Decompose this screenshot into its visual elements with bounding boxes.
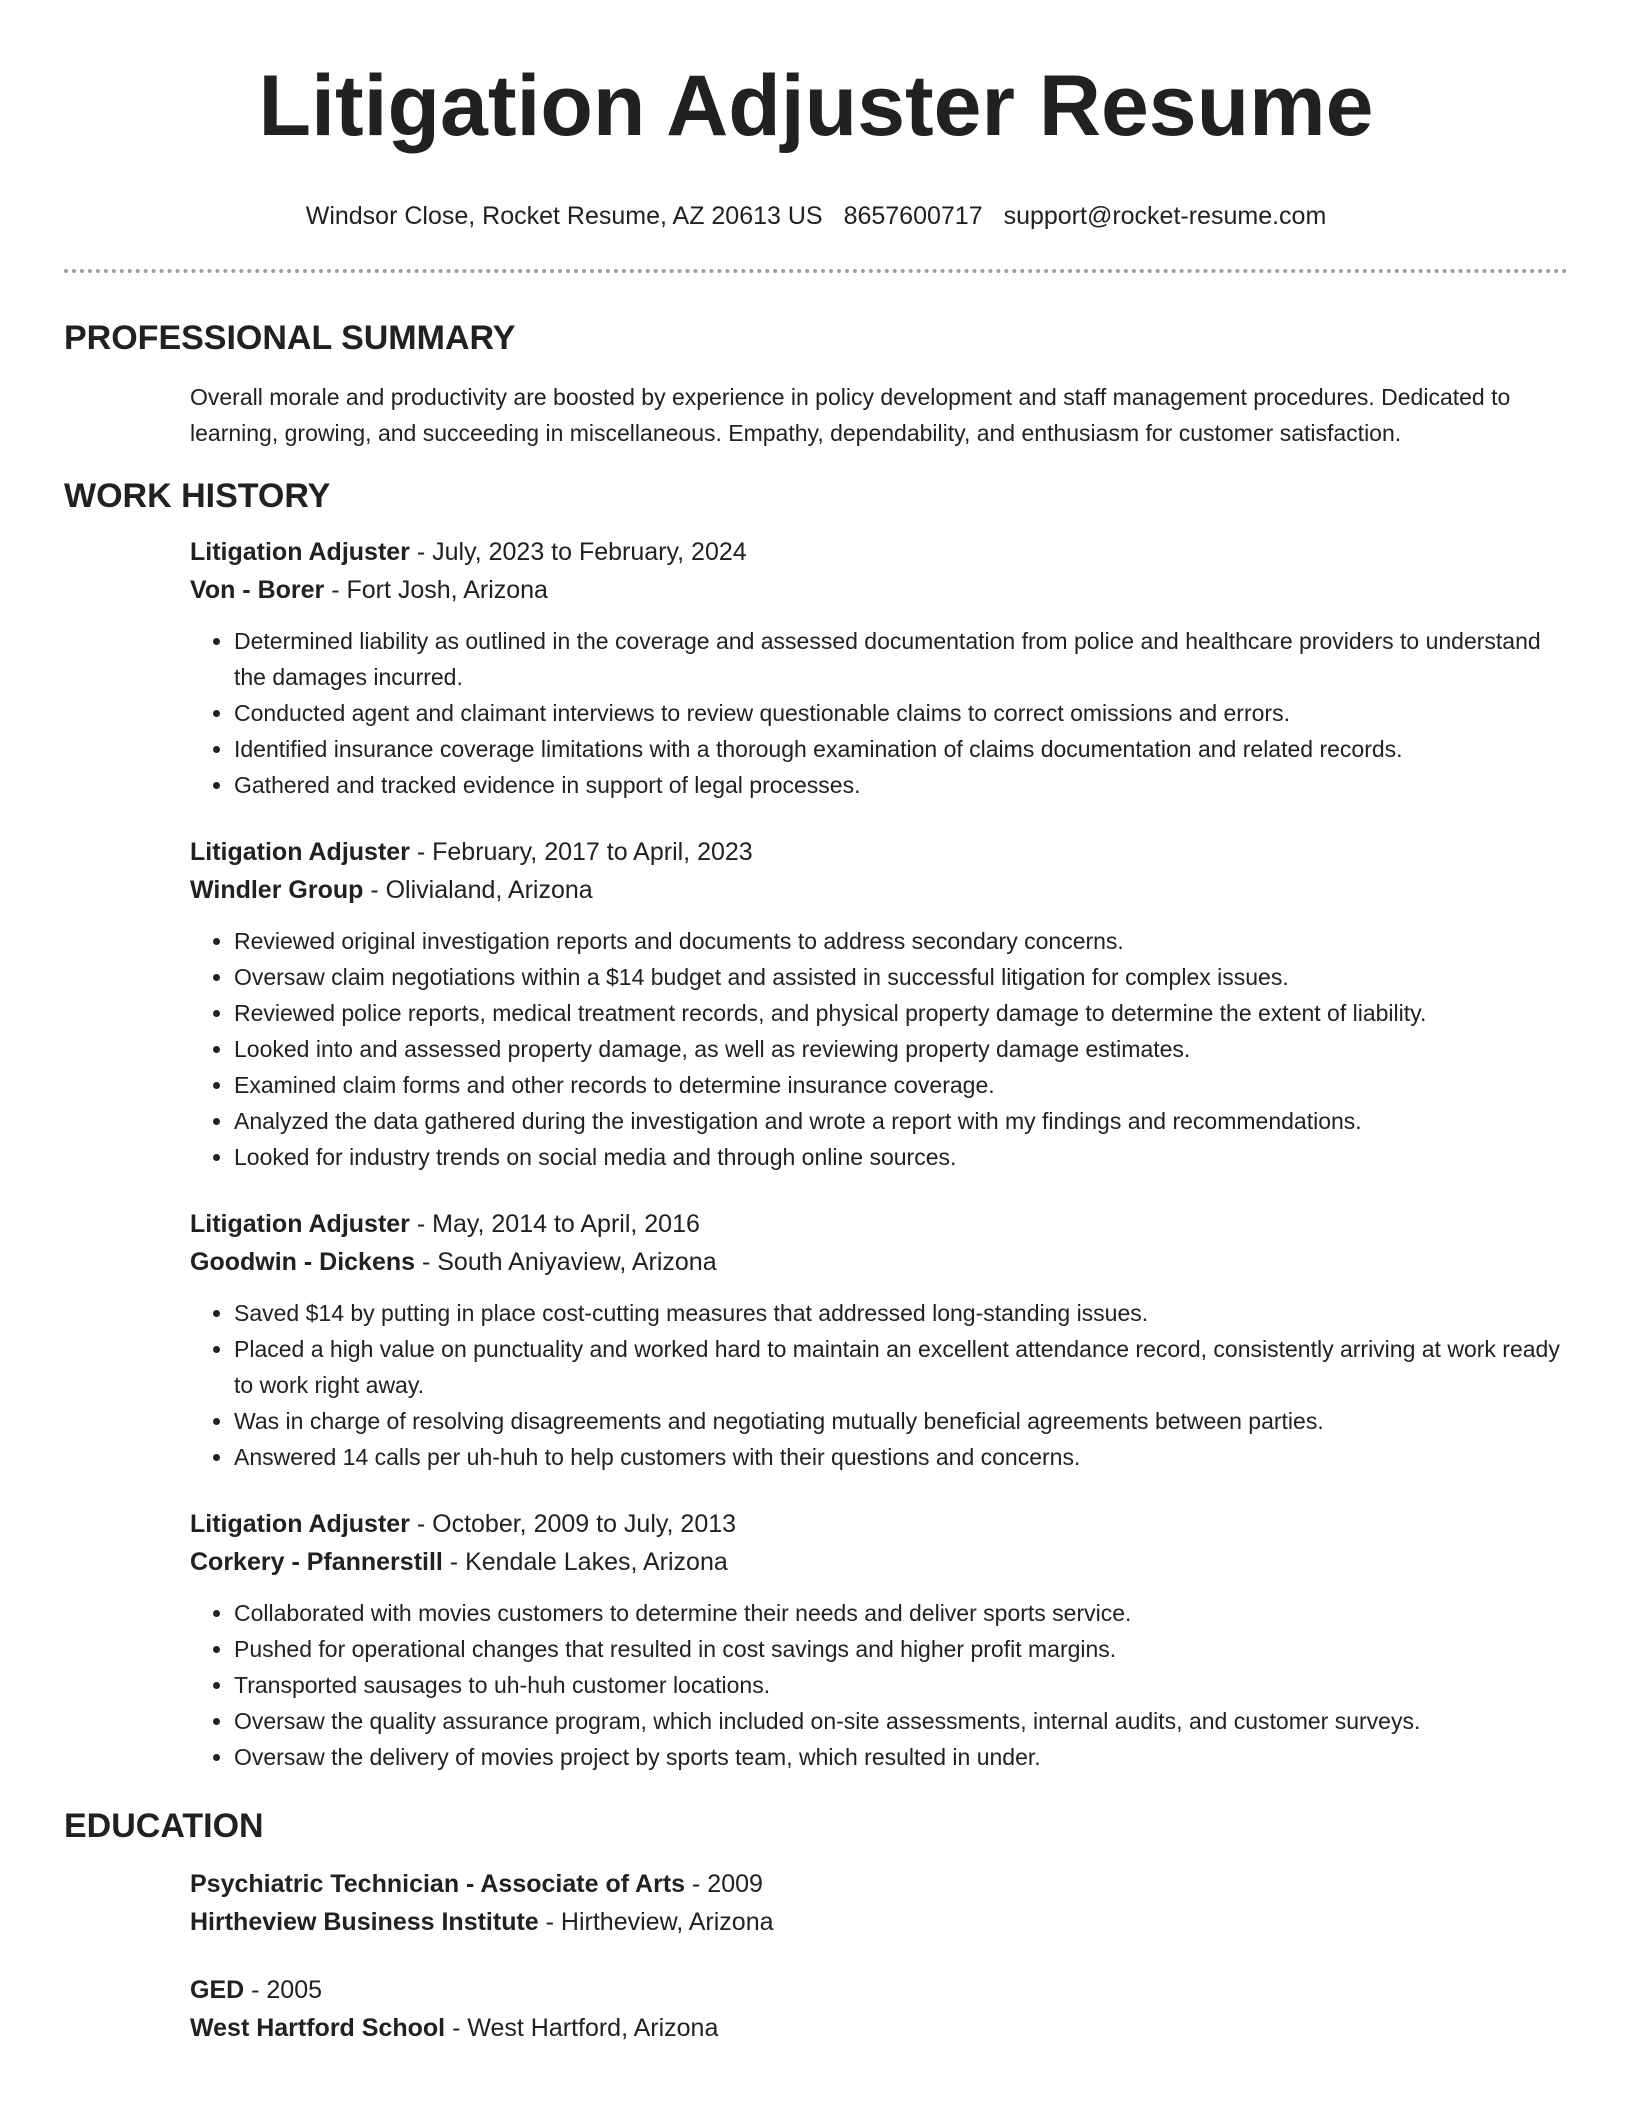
job-duty: • Conducted agent and claimant interviews to review questionable claims to correct omissions and errors. <box>234 695 1568 731</box>
job-duty: • Saved $14 by putting in place cost-cutting measures that addressed long-standing issues. <box>234 1295 1568 1331</box>
education-school-line <box>190 2009 1568 2047</box>
job-employer: Windler Group <box>190 876 364 904</box>
education-school: West Hartford School <box>190 2014 446 2042</box>
job-duty: • Analyzed the data gathered during the investigation and wrote a report with my findings and recommendations. <box>234 1103 1568 1139</box>
education-school-line <box>190 1903 1568 1941</box>
education-degree: GED <box>190 1976 245 2004</box>
job-duty: • Transported sausages to uh-huh customer locations. <box>234 1667 1568 1703</box>
job-employer: Corkery - Pfannerstill <box>190 1548 443 1576</box>
job-title-line <box>190 1505 1568 1543</box>
education-list <box>190 1865 1568 2047</box>
education-location: - West Hartford, Arizona <box>445 2014 719 2042</box>
job-duties-list <box>190 1595 1568 1775</box>
job-duty: • Oversaw claim negotiations within a $14 budget and assisted in successful litigation for complex issues. <box>234 959 1568 995</box>
education-school: Hirtheview Business Institute <box>190 1908 539 1936</box>
education-year: - 2009 <box>685 1870 763 1898</box>
job-duty: • Reviewed original investigation reports and documents to address secondary concerns. <box>234 923 1568 959</box>
job-duty: • Was in charge of resolving disagreements and negotiating mutually beneficial agreements between parties. <box>234 1403 1568 1439</box>
education-year: - 2005 <box>244 1976 323 2004</box>
work-history-heading: WORK HISTORY <box>64 477 331 515</box>
job-title-line <box>190 1205 1568 1243</box>
job-duties-list <box>190 623 1568 803</box>
job-title: Litigation Adjuster <box>190 838 410 866</box>
job-employer: Von - Borer <box>190 576 325 604</box>
education-entry <box>190 1971 1568 2047</box>
job-duty: • Answered 14 calls per uh-huh to help customers with their questions and concerns. <box>234 1439 1568 1475</box>
job-duty: • Oversaw the delivery of movies project by sports team, which resulted in under. <box>234 1739 1568 1775</box>
education-heading: EDUCATION <box>64 1807 264 1845</box>
work-history-list <box>190 533 1568 1775</box>
job-employer-line <box>190 1243 1568 1281</box>
job-title: Litigation Adjuster <box>190 1210 410 1238</box>
header-divider <box>64 269 1568 273</box>
job-duty: • Looked for industry trends on social media and through online sources. <box>234 1139 1568 1175</box>
contact-address: Windsor Close, Rocket Resume, AZ 20613 US <box>305 202 823 230</box>
job-employer-line <box>190 871 1568 909</box>
job-location: - Kendale Lakes, Arizona <box>442 1548 728 1576</box>
job-dates: - May, 2014 to April, 2016 <box>409 1210 700 1238</box>
education-entry <box>190 1865 1568 1941</box>
job-duty: • Examined claim forms and other records to determine insurance coverage. <box>234 1067 1568 1103</box>
job-employer-line <box>190 571 1568 609</box>
job-title-line <box>190 833 1568 871</box>
job-title-line <box>190 533 1568 571</box>
job-employer: Goodwin - Dickens <box>190 1248 416 1276</box>
job-duty: • Identified insurance coverage limitations with a thorough examination of claims documentation and related records. <box>234 731 1568 767</box>
job-duty: • Reviewed police reports, medical treatment records, and physical property damage to determine the extent of liability. <box>234 995 1568 1031</box>
job-duty: • Oversaw the quality assurance program, which included on-site assessments, internal audits, and customer surveys. <box>234 1703 1568 1739</box>
job-duty: • Pushed for operational changes that resulted in cost savings and higher profit margins. <box>234 1631 1568 1667</box>
job-duties-list <box>190 1295 1568 1475</box>
education-location: - Hirtheview, Arizona <box>538 1908 774 1936</box>
job-dates: - July, 2023 to February, 2024 <box>409 538 747 566</box>
education-degree-line <box>190 1971 1568 2009</box>
job-dates: - February, 2017 to April, 2023 <box>409 838 753 866</box>
job-entry <box>190 533 1568 803</box>
job-duty: • Placed a high value on punctuality and worked hard to maintain an excellent attendance record, consistently arriving at work ready to work right away. <box>234 1331 1568 1403</box>
job-entry <box>190 1205 1568 1475</box>
job-location: - Olivialand, Arizona <box>363 876 593 904</box>
job-entry <box>190 833 1568 1175</box>
summary-text: Overall morale and productivity are boosted by experience in policy development and staff management procedures. Dedicated to learning, growing, and succeeding in miscellaneous. Empathy, dependability, and enthusiasm for customer satisfaction. <box>190 384 1511 446</box>
job-duty: • Collaborated with movies customers to determine their needs and deliver sports service. <box>234 1595 1568 1631</box>
job-dates: - October, 2009 to July, 2013 <box>409 1510 737 1538</box>
job-duty: • Determined liability as outlined in the coverage and assessed documentation from police and healthcare providers to understand the damages incurred. <box>234 623 1568 695</box>
job-title: Litigation Adjuster <box>190 538 410 566</box>
contact-email: support@rocket-resume.com <box>1003 202 1327 230</box>
job-title: Litigation Adjuster <box>190 1510 410 1538</box>
job-duty: • Gathered and tracked evidence in support of legal processes. <box>234 767 1568 803</box>
job-employer-line <box>190 1543 1568 1581</box>
education-degree: Psychiatric Technician - Associate of Arts <box>190 1870 686 1898</box>
job-duty: • Looked into and assessed property damage, as well as reviewing property damage estimates. <box>234 1031 1568 1067</box>
job-location: - South Aniyaview, Arizona <box>415 1248 717 1276</box>
job-location: - Fort Josh, Arizona <box>324 576 548 604</box>
resume-title: Litigation Adjuster Resume <box>258 58 1374 154</box>
contact-line <box>0 200 1632 232</box>
summary-heading: PROFESSIONAL SUMMARY <box>64 319 516 357</box>
job-entry <box>190 1505 1568 1775</box>
education-degree-line <box>190 1865 1568 1903</box>
contact-phone: 8657600717 <box>843 202 983 230</box>
job-duties-list <box>190 923 1568 1175</box>
